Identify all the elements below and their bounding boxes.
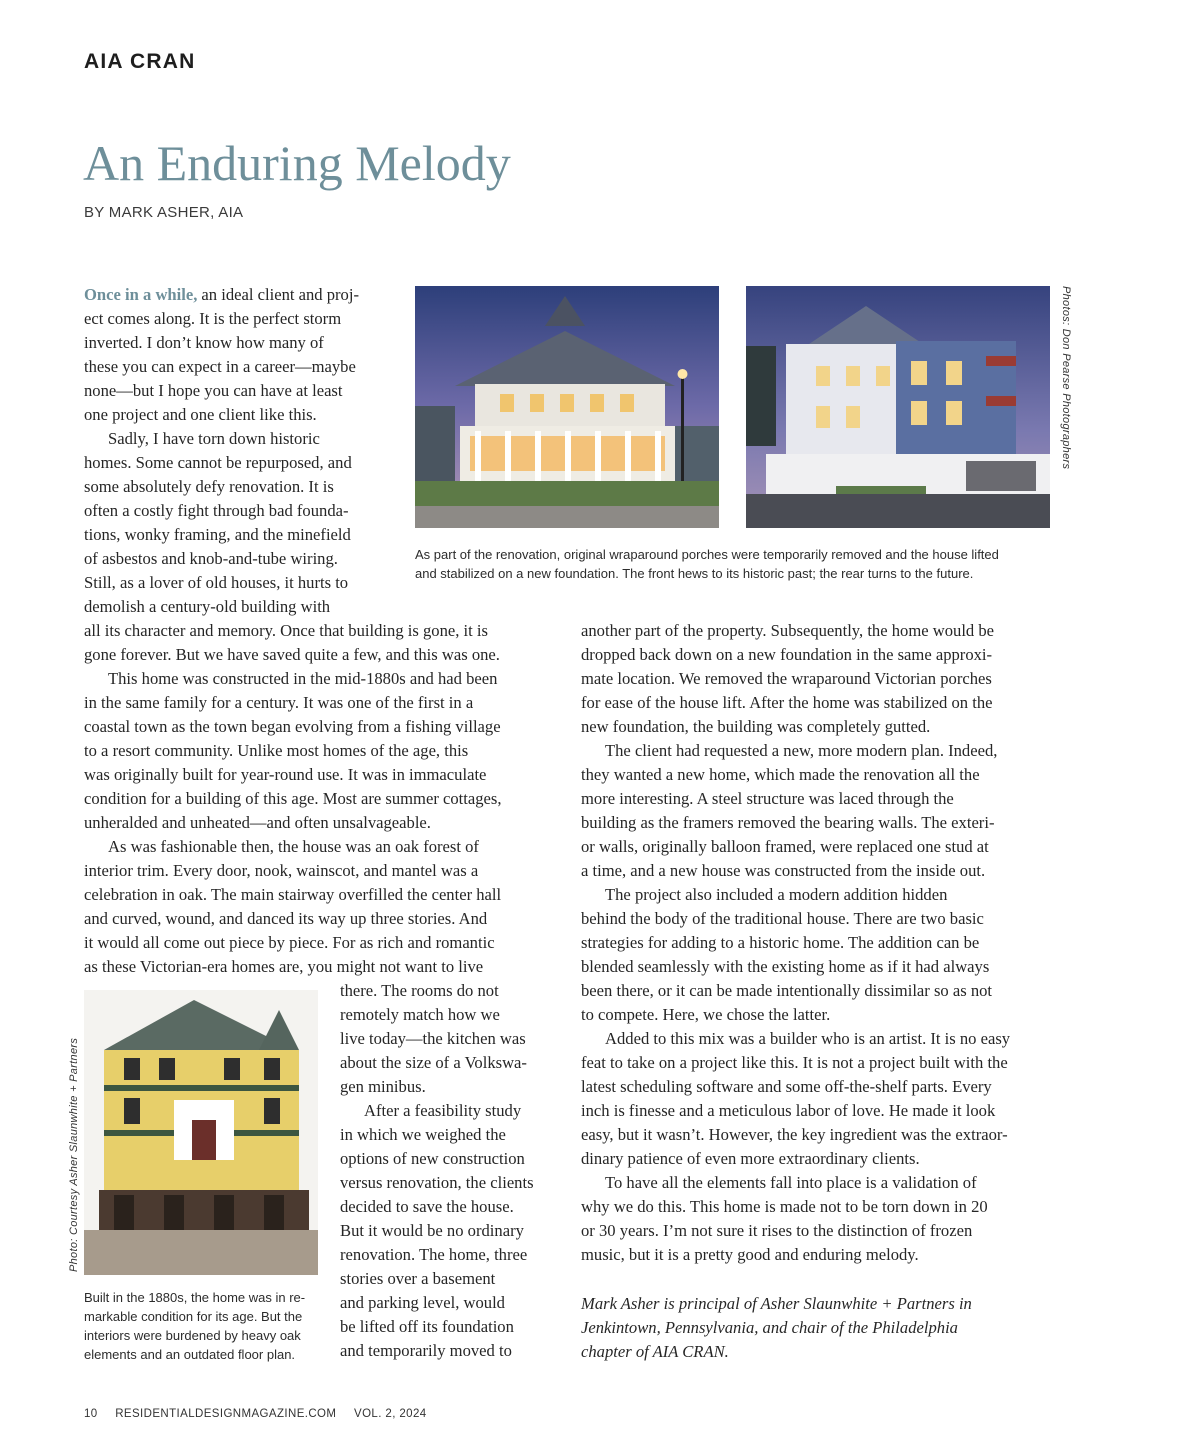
body-line: remotely match how we (340, 1005, 500, 1024)
footer-issue: VOL. 2, 2024 (354, 1408, 427, 1420)
body-line: was originally built for year-round use. It was in immaculate (84, 765, 487, 784)
body-line: dinary patience of even more extraordinary clients. (581, 1149, 920, 1168)
caption-line: elements and an outdated floor plan. (84, 1347, 296, 1362)
body-line: inverted. I don’t know how many of (84, 333, 324, 352)
body-line: unheralded and unheated—and often unsalvageable. (84, 813, 431, 832)
body-line: The project also included a modern addition hidden (605, 885, 948, 904)
photo-house-lifted (84, 990, 318, 1275)
body-line: building as the framers removed the bearing walls. The exteri- (581, 813, 995, 832)
body-line: To have all the elements fall into place is a validation of (605, 1173, 977, 1192)
body-line: new foundation, the building was completely gutted. (581, 717, 931, 736)
section-label: AIA CRAN (84, 50, 196, 73)
bottom-caption (84, 1288, 305, 1364)
body-line: easy, but it wasn’t. However, the key ingredient was the extraor- (581, 1125, 1008, 1144)
body-line: dropped back down on a new foundation in the same approxi- (581, 645, 993, 664)
body-line: music, but it is a pretty good and enduring melody. (581, 1245, 919, 1264)
body-line: behind the body of the traditional house. There are two basic (581, 909, 984, 928)
body-line: as these Victorian-era homes are, you might not want to live (84, 957, 484, 976)
body-line: Added to this mix was a builder who is an artist. It is no easy (605, 1029, 1011, 1048)
body-line: to a resort community. Unlike most homes of the age, this (84, 741, 469, 760)
body-line: or 30 years. I’m not sure it rises to the distinction of frozen (581, 1221, 973, 1240)
body-line: one project and one client like this. (84, 405, 317, 424)
page-number: 10 (84, 1408, 98, 1420)
footer-website: RESIDENTIALDESIGNMAGAZINE.COM (115, 1408, 337, 1420)
body-line: another part of the property. Subsequently, the home would be (581, 621, 995, 640)
body-line: more interesting. A steel structure was laced through the (581, 789, 954, 808)
body-line: versus renovation, the clients (340, 1173, 534, 1192)
body-line: of asbestos and knob-and-tube wiring. (84, 549, 338, 568)
body-line: feat to take on a project like this. It is not a project built with the (581, 1053, 1008, 1072)
body-line: and curved, wound, and danced its way up three stories. And (84, 909, 488, 928)
body-line: why we do this. This home is made not to be torn down in 20 (581, 1197, 988, 1216)
body-line: Sadly, I have torn down historic (108, 429, 320, 448)
body-line: This home was constructed in the mid-1880s and had been (108, 669, 498, 688)
body-line: tions, wonky framing, and the minefield (84, 525, 351, 544)
body-line: decided to save the house. (340, 1197, 514, 1216)
body-line: coastal town as the town began evolving from a fishing village (84, 717, 501, 736)
body-line: none—but I hope you can have at least (84, 381, 343, 400)
body-line: As was fashionable then, the house was an oak forest of (108, 837, 479, 856)
body-line: strategies for adding to a historic home. The addition can be (581, 933, 980, 952)
caption-line: markable condition for its age. But the (84, 1309, 303, 1324)
article-title: An Enduring Melody (83, 135, 511, 191)
body-line: it would all come out piece by piece. For as rich and romantic (84, 933, 495, 952)
body-line: for ease of the house lift. After the home was stabilized on the (581, 693, 993, 712)
byline: BY MARK ASHER, AIA (84, 204, 244, 221)
body-line: inch is finesse and a meticulous labor of love. He made it look (581, 1101, 996, 1120)
body-line: The client had requested a new, more modern plan. Indeed, (605, 741, 998, 760)
photo-house-front (415, 286, 719, 528)
body-line: renovation. The home, three (340, 1245, 528, 1264)
body-line: a time, and a new house was constructed from the inside out. (581, 861, 986, 880)
body-line: live today—the kitchen was (340, 1029, 526, 1048)
body-line: After a feasibility study (364, 1101, 522, 1120)
body-line: options of new construction (340, 1149, 525, 1168)
body-line: Mark Asher is principal of Asher Slaunwhite + Partners in (581, 1294, 972, 1313)
body-line: condition for a building of this age. Most are summer cottages, (84, 789, 502, 808)
photo-house-rear (746, 286, 1050, 528)
body-line: these you can expect in a career—maybe (84, 357, 356, 376)
caption-line: interiors were burdened by heavy oak (84, 1328, 301, 1343)
body-line: demolish a century-old building with (84, 597, 331, 616)
caption-line: and stabilized on a new foundation. The front hews to its historic past; the rear turns to the future. (415, 566, 974, 581)
body-line: homes. Some cannot be repurposed, and (84, 453, 352, 472)
body-line: about the size of a Volkswa- (340, 1053, 527, 1072)
body-line: But it would be no ordinary (340, 1221, 524, 1240)
body-line: stories over a basement (340, 1269, 496, 1288)
lead-phrase: Once in a while, (84, 285, 198, 304)
body-line: be lifted off its foundation (340, 1317, 514, 1336)
body-line: often a costly fight through bad founda- (84, 501, 349, 520)
page-footer (84, 1408, 441, 1420)
body-line: celebration in oak. The main stairway overfilled the center hall (84, 885, 502, 904)
photo-credit-top: Photos: Don Pearse Photographers (1060, 286, 1072, 470)
photo-credit-left: Photo: Courtesy Asher Slaunwhite + Partners (68, 1037, 80, 1272)
body-line: an ideal client and proj- (201, 285, 359, 304)
top-caption (415, 545, 999, 583)
body-line: been there, or it can be made intentionally dissimilar so as not (581, 981, 993, 1000)
caption-line: Built in the 1880s, the home was in re- (84, 1290, 306, 1305)
body-line: and parking level, would (340, 1293, 505, 1312)
body-line: all its character and memory. Once that building is gone, it is (84, 621, 488, 640)
body-line: ect comes along. It is the perfect storm (84, 309, 342, 328)
body-line: in which we weighed the (340, 1125, 506, 1144)
caption-line: As part of the renovation, original wraparound porches were temporarily removed and the house lifted (415, 547, 999, 562)
body-line: blended seamlessly with the existing home as if it had always (581, 957, 990, 976)
body-line: Still, as a lover of old houses, it hurts to (84, 573, 349, 592)
body-line: chapter of AIA CRAN. (581, 1342, 729, 1361)
body-line: gone forever. But we have saved quite a few, and this was one. (84, 645, 500, 664)
body-line: there. The rooms do not (340, 981, 499, 1000)
body-line: or walls, originally balloon framed, were replaced one stud at (581, 837, 989, 856)
body-line: some absolutely defy renovation. It is (84, 477, 334, 496)
body-line: interior trim. Every door, nook, wainscot, and mantel was a (84, 861, 479, 880)
body-line: Jenkintown, Pennsylvania, and chair of the Philadelphia (581, 1318, 958, 1337)
body-line: latest scheduling software and some off-the-shelf parts. Every (581, 1077, 992, 1096)
body-line: mate location. We removed the wraparound Victorian porches (581, 669, 992, 688)
body-line: they wanted a new home, which made the renovation all the (581, 765, 980, 784)
body-line: to compete. Here, we chose the latter. (581, 1005, 831, 1024)
body-line: and temporarily moved to (340, 1341, 512, 1360)
body-line: gen minibus. (340, 1077, 426, 1096)
body-line: in the same family for a century. It was one of the first in a (84, 693, 474, 712)
